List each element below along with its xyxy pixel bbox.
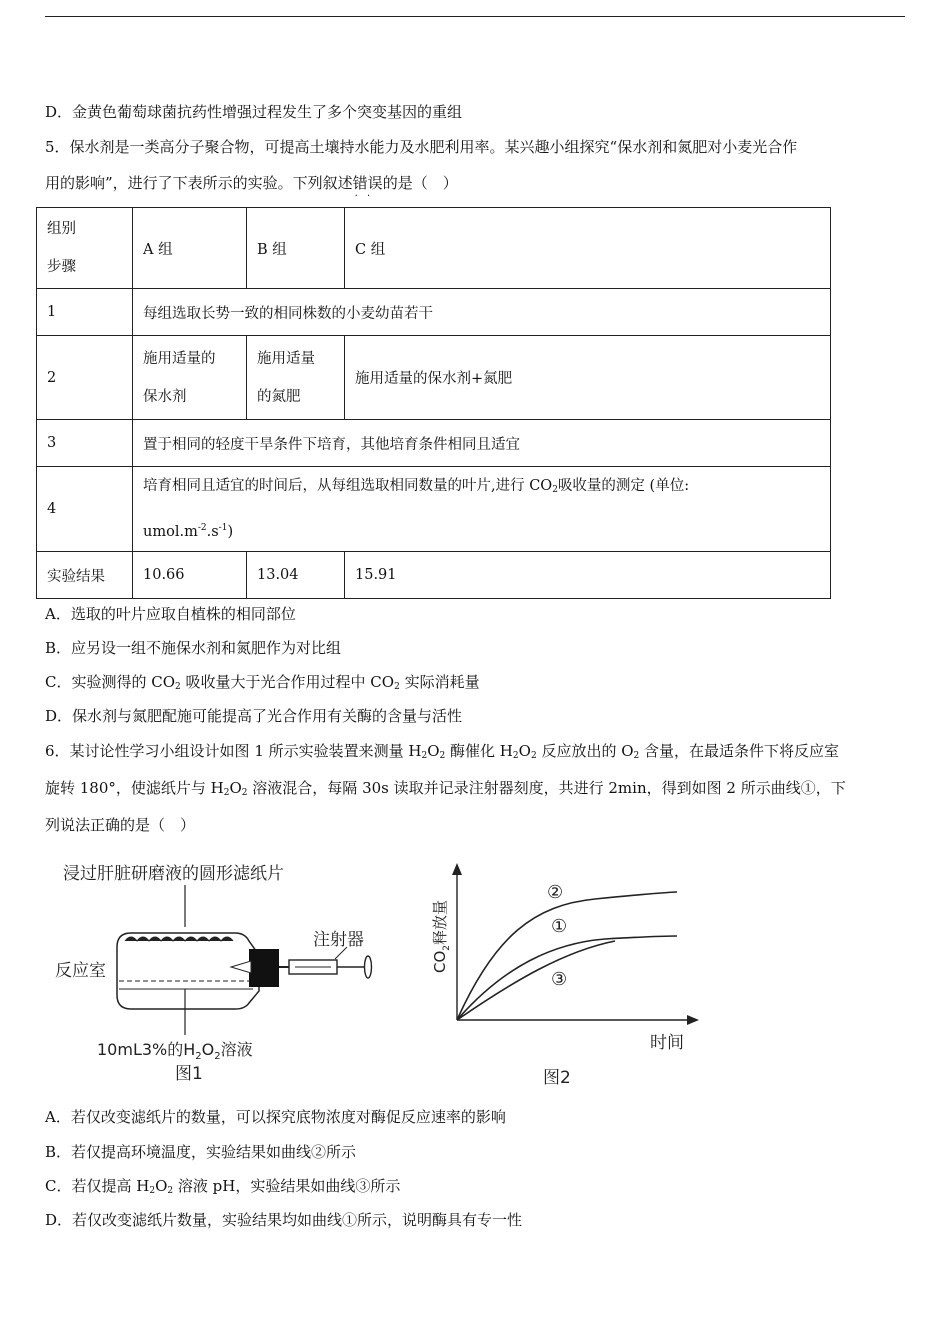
subscript: 2 — [394, 682, 400, 692]
superscript: -1 — [218, 523, 228, 534]
curve-2-label: ② — [547, 882, 564, 903]
label-part: 释放量 — [431, 899, 449, 945]
label-part: O — [201, 1040, 215, 1059]
subscript: 2 — [421, 751, 428, 761]
subscript: 2 — [195, 1051, 202, 1062]
result-label: 实验结果 — [37, 552, 133, 599]
step4-text-part: 吸收量的测定 (单位: — [557, 478, 690, 495]
q6-option-a: A．若仅改变滤纸片的数量，可以探究底物浓度对酶促反应速率的影响 — [45, 1108, 506, 1126]
option-text-part: 实际消耗量 — [399, 673, 480, 691]
step4-text-part: 培育相同且适宜的时间后，从每组选取相同数量的叶片,进行 CO — [143, 478, 553, 495]
q5-option-c — [45, 672, 480, 697]
label-syringe: 注射器 — [313, 930, 364, 950]
step2-group-c: 施用适量的保水剂+氮肥 — [345, 336, 831, 420]
superscript: -2 — [197, 523, 207, 534]
header-group: 组别 — [47, 221, 76, 237]
header-step: 步骤 — [47, 259, 76, 275]
option-text-part: C．实验测得的 CO — [45, 673, 176, 691]
subscript: 2 — [241, 788, 248, 798]
step-number: 1 — [37, 289, 133, 336]
q5-stem-part: 的是（ ） — [382, 174, 458, 192]
q5-stem-part: 用的影响”，进行了下表所示的实验。下列叙述 — [45, 174, 353, 192]
curve-3-label: ③ — [551, 969, 568, 990]
subscript: 2 — [214, 1051, 221, 1062]
step2-a-line2: 保水剂 — [143, 388, 187, 405]
step1-text: 每组选取长势一致的相同株数的小麦幼苗若干 — [133, 289, 831, 336]
stem-part: 酶催化 H — [445, 742, 513, 760]
label-filter-paper: 浸过肝脏研磨液的圆形滤纸片 — [63, 864, 284, 884]
step2-b-line1: 施用适量 — [257, 350, 315, 367]
table-row-result — [37, 552, 831, 599]
q6-stem-line3: 列说法正确的是（ ） — [45, 816, 196, 834]
figure-1-caption: 图1 — [175, 1064, 203, 1084]
q5-option-a: A．选取的叶片应取自植株的相同部位 — [45, 605, 296, 623]
q6-option-c — [45, 1176, 400, 1201]
option-text-part: 溶液 pH，实验结果如曲线③所示 — [173, 1177, 401, 1195]
subscript: 2 — [552, 485, 558, 496]
step-number: 4 — [37, 467, 133, 552]
stem-part: 含量，在最适条件下将反应室 — [639, 742, 840, 760]
step4-text — [133, 467, 831, 552]
subscript: 2 — [223, 788, 230, 798]
step2-group-b — [247, 336, 345, 420]
option-text-part: C．若仅提高 H — [45, 1177, 150, 1195]
label-part: 溶液 — [220, 1040, 253, 1059]
option-text-part: O — [155, 1177, 168, 1195]
stem-part: O — [518, 742, 531, 760]
table-row-header — [37, 208, 831, 289]
q6-option-d: D．若仅改变滤纸片数量，实验结果均如曲线①所示，说明酶具有专一性 — [45, 1211, 523, 1229]
step4-line2 — [143, 509, 820, 551]
stem-part: 溶液混合，每隔 30s 读取并记录注射器刻度，共进行 2min，得到如图 2 所示曲线①，下 — [247, 779, 846, 797]
q5-stem-line2 — [45, 173, 458, 193]
table-row-step1 — [37, 289, 831, 336]
step-number: 3 — [37, 420, 133, 467]
option-text-part: 吸收量大于光合作用过程中 CO — [180, 673, 395, 691]
label-part: 10mL3%的H — [97, 1040, 196, 1059]
subscript: 2 — [175, 682, 181, 692]
filter-paper-icon — [125, 937, 233, 941]
unit-part: .s — [206, 523, 219, 540]
header-group-b: B 组 — [247, 208, 345, 289]
y-axis-label — [431, 900, 452, 973]
unit-part: ) — [227, 523, 234, 540]
stem-part: 旋转 180°，使滤纸片与 H — [45, 779, 224, 797]
step2-group-a — [133, 336, 247, 420]
header-corner-cell — [37, 208, 133, 289]
header-group-a: A 组 — [133, 208, 247, 289]
result-c: 15.91 — [345, 552, 831, 599]
result-b: 13.04 — [247, 552, 345, 599]
q6-option-b: B．若仅提高环境温度，实验结果如曲线②所示 — [45, 1143, 357, 1161]
reaction-chamber-icon — [117, 933, 259, 1009]
stem-part: 反应放出的 O — [536, 742, 634, 760]
subscript: 2 — [149, 1186, 156, 1196]
stem-part: 6．某讨论性学习小组设计如图 1 所示实验装置来测量 H — [45, 742, 422, 760]
q6-stem-line1 — [45, 741, 839, 766]
step4-line1 — [143, 467, 820, 509]
subscript: 2 — [633, 751, 640, 761]
step3-text: 置于相同的轻度干旱条件下培育，其他培育条件相同且适宜 — [133, 420, 831, 467]
experiment-table — [36, 207, 831, 599]
q5-stem-line1: 5．保水剂是一类高分子聚合物，可提高土壤持水能力及水肥利用率。某兴趣小组探究“保水剂和氮肥对小麦光合作 — [45, 138, 798, 156]
label-solution — [97, 1040, 253, 1062]
y-axis-arrow-icon — [452, 863, 462, 875]
table-row-step3 — [37, 420, 831, 467]
subscript: 2 — [442, 944, 452, 951]
q5-emphasis-word: 错误 · · — [353, 174, 383, 192]
stem-part: O — [427, 742, 440, 760]
stem-part: O — [229, 779, 242, 797]
step-number: 2 — [37, 336, 133, 420]
label-chamber: 反应室 — [55, 961, 106, 981]
subscript: 2 — [439, 751, 446, 761]
x-axis-label: 时间 — [650, 1033, 684, 1053]
result-a: 10.66 — [133, 552, 247, 599]
curve-3-line — [457, 941, 615, 1020]
subscript: 2 — [167, 1186, 174, 1196]
header-rule — [45, 16, 905, 17]
unit-part: umol.m — [143, 523, 198, 540]
label-part: CO — [431, 950, 449, 973]
stopper-icon — [249, 949, 279, 987]
subscript: 2 — [530, 751, 537, 761]
subscript: 2 — [512, 751, 519, 761]
x-axis-arrow-icon — [687, 1015, 699, 1025]
q4-option-d: D．金黄色葡萄球菌抗药性增强过程发生了多个突变基因的重组 — [45, 103, 463, 121]
curve-1-label: ① — [551, 916, 568, 937]
figure-1-apparatus — [45, 855, 395, 1090]
q6-stem-line2 — [45, 778, 846, 803]
table-row-step4 — [37, 467, 831, 552]
step2-b-line2: 的氮肥 — [257, 388, 301, 405]
table-row-step2 — [37, 336, 831, 420]
plunger-handle-icon — [365, 956, 372, 978]
figure-2-graph — [425, 855, 715, 1095]
q5-option-b: B．应另设一组不施保水剂和氮肥作为对比组 — [45, 639, 342, 657]
q5-option-d: D．保水剂与氮肥配施可能提高了光合作用有关酶的含量与活性 — [45, 707, 463, 725]
header-group-c: C 组 — [345, 208, 831, 289]
figure-2-caption: 图2 — [543, 1068, 571, 1088]
step2-a-line1: 施用适量的 — [143, 350, 216, 367]
